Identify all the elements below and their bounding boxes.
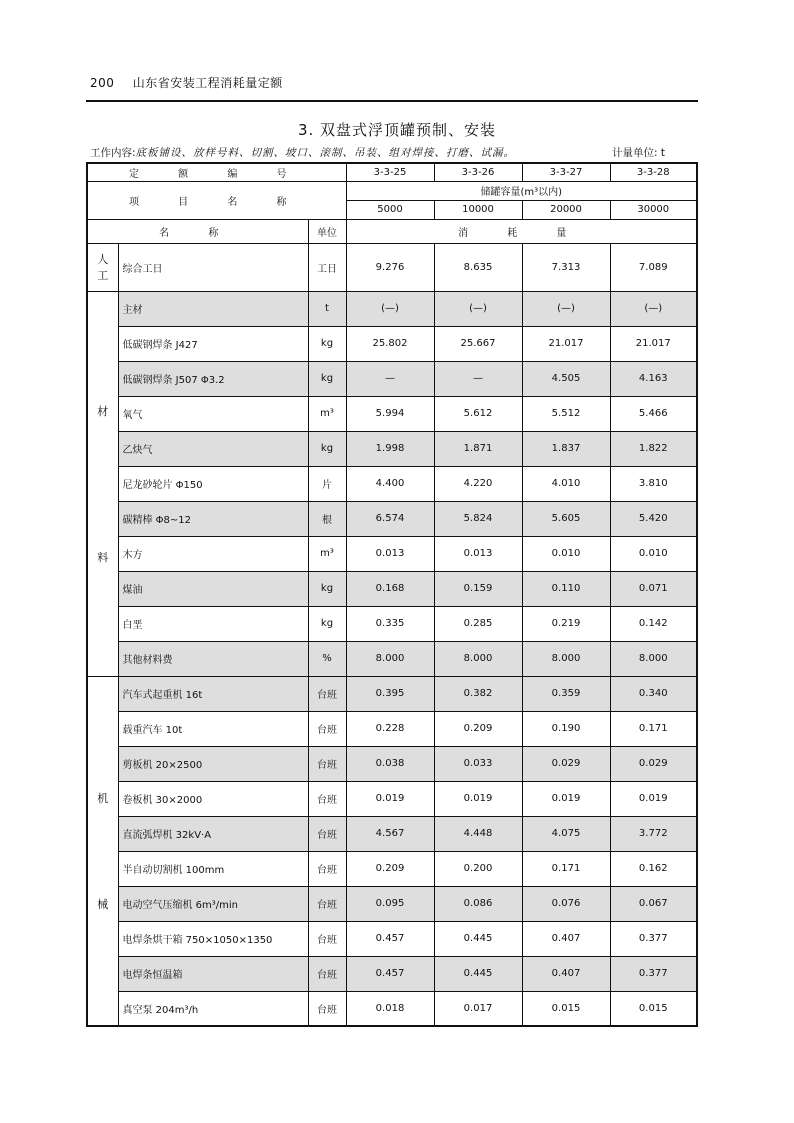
table-row [87, 641, 697, 676]
table-row [87, 431, 697, 466]
item-unit: 台班 [308, 991, 346, 1026]
value-cell: 0.285 [434, 606, 522, 641]
table-row [87, 466, 697, 501]
item-name: 电动空气压缩机 6m³/min [118, 886, 308, 921]
item-unit: 台班 [308, 746, 346, 781]
work-content-text: 底板铺设、放样号料、切割、坡口、滚制、吊装、组对焊接、打磨、试漏。 [135, 147, 516, 159]
item-label-cell [87, 181, 346, 219]
value-cell: 0.457 [346, 921, 434, 956]
value-cell: 4.505 [522, 361, 610, 396]
value-cell: 0.019 [346, 781, 434, 816]
item-unit: 片 [308, 466, 346, 501]
table-row [87, 991, 697, 1026]
item-label: 项 目 名 称 [128, 196, 305, 208]
code-cell: 3-3-27 [522, 163, 610, 181]
book-title: 山东省安装工程消耗量定额 [132, 76, 283, 90]
category-label: 料 [97, 550, 109, 564]
work-content [90, 145, 515, 160]
category-label: 械 [97, 897, 109, 911]
value-cell: 0.200 [434, 851, 522, 886]
item-unit: 台班 [308, 676, 346, 711]
code-cell: 3-3-28 [610, 163, 697, 181]
item-name: 半自动切割机 100mm [118, 851, 308, 886]
category-cell [87, 676, 118, 1026]
value-cell: 5.466 [610, 396, 697, 431]
value-cell: 8.000 [610, 641, 697, 676]
item-unit: 台班 [308, 921, 346, 956]
quota-label-cell [87, 163, 346, 181]
value-cell: 0.209 [434, 711, 522, 746]
table-row [87, 571, 697, 606]
page-header [90, 74, 283, 91]
value-cell: 1.837 [522, 431, 610, 466]
item-name: 汽车式起重机 16t [118, 676, 308, 711]
value-cell: 0.445 [434, 921, 522, 956]
value-cell: 0.228 [346, 711, 434, 746]
category-label: 机 [97, 791, 109, 805]
table-row [87, 921, 697, 956]
value-cell: 0.407 [522, 956, 610, 991]
value-cell: (—) [434, 291, 522, 326]
value-cell: 4.400 [346, 466, 434, 501]
item-unit: kg [308, 326, 346, 361]
value-cell: 0.445 [434, 956, 522, 991]
value-cell: 0.162 [610, 851, 697, 886]
item-name: 电焊条恒温箱 [118, 956, 308, 991]
item-unit: kg [308, 361, 346, 396]
header-rule [86, 100, 698, 102]
value-cell: 0.019 [434, 781, 522, 816]
item-unit: 台班 [308, 956, 346, 991]
item-name: 低碳钢焊条 J427 [118, 326, 308, 361]
item-unit: t [308, 291, 346, 326]
value-cell: 8.000 [346, 641, 434, 676]
unit-label: 计量单位: t [612, 147, 665, 159]
category-label: 人 [97, 253, 109, 266]
value-cell: 0.038 [346, 746, 434, 781]
capacity-cell: 30000 [610, 200, 697, 219]
table-row [87, 326, 697, 361]
value-cell: 0.209 [346, 851, 434, 886]
item-name: 直流弧焊机 32kV·A [118, 816, 308, 851]
value-cell: 0.377 [610, 921, 697, 956]
value-cell: 0.340 [610, 676, 697, 711]
value-cell: (—) [610, 291, 697, 326]
table-row [87, 711, 697, 746]
unit-header: 单位 [308, 219, 346, 243]
value-cell: 0.019 [610, 781, 697, 816]
item-name: 氧气 [118, 396, 308, 431]
item-unit: kg [308, 606, 346, 641]
consumption-header: 消 耗 量 [458, 227, 585, 239]
capacity-cell: 10000 [434, 200, 522, 219]
value-cell: 0.029 [522, 746, 610, 781]
name-header-cell [87, 219, 308, 243]
item-unit: kg [308, 431, 346, 466]
value-cell: 3.772 [610, 816, 697, 851]
value-cell: 5.994 [346, 396, 434, 431]
value-cell: 0.015 [610, 991, 697, 1026]
value-cell: 0.395 [346, 676, 434, 711]
value-cell: 8.635 [434, 243, 522, 291]
quota-label: 定 额 编 号 [128, 168, 305, 180]
page-number: 200 [90, 76, 115, 90]
value-cell: 0.013 [434, 536, 522, 571]
table-row [87, 886, 697, 921]
item-unit: 台班 [308, 816, 346, 851]
item-unit: 台班 [308, 781, 346, 816]
capacity-cell: 5000 [346, 200, 434, 219]
value-cell: 4.567 [346, 816, 434, 851]
value-cell: 0.457 [346, 956, 434, 991]
table-row [87, 746, 697, 781]
value-cell: 4.010 [522, 466, 610, 501]
table-row [87, 676, 697, 711]
value-cell: 1.998 [346, 431, 434, 466]
value-cell: 0.171 [522, 851, 610, 886]
item-name: 乙炔气 [118, 431, 308, 466]
value-cell: 0.015 [522, 991, 610, 1026]
value-cell: 25.667 [434, 326, 522, 361]
code-cell: 3-3-26 [434, 163, 522, 181]
value-cell: 0.029 [610, 746, 697, 781]
item-unit: m³ [308, 536, 346, 571]
value-cell: 21.017 [610, 326, 697, 361]
item-name: 真空泵 204m³/h [118, 991, 308, 1026]
category-cell [87, 291, 118, 676]
code-cell: 3-3-25 [346, 163, 434, 181]
capacity-cell: 20000 [522, 200, 610, 219]
work-content-label: 工作内容: [90, 147, 136, 159]
item-unit: m³ [308, 396, 346, 431]
value-cell: 0.159 [434, 571, 522, 606]
value-cell: 0.171 [610, 711, 697, 746]
table-row [87, 606, 697, 641]
value-cell: 0.095 [346, 886, 434, 921]
value-cell: 0.071 [610, 571, 697, 606]
value-cell: 0.382 [434, 676, 522, 711]
item-name: 电焊条烘干箱 750×1050×1350 [118, 921, 308, 956]
value-cell: 5.612 [434, 396, 522, 431]
value-cell: 0.086 [434, 886, 522, 921]
item-name: 剪板机 20×2500 [118, 746, 308, 781]
value-cell: 7.089 [610, 243, 697, 291]
value-cell: 0.017 [434, 991, 522, 1026]
value-cell: 5.824 [434, 501, 522, 536]
value-cell: 0.219 [522, 606, 610, 641]
value-cell: 0.377 [610, 956, 697, 991]
item-unit: 台班 [308, 851, 346, 886]
item-name: 尼龙砂轮片 Φ150 [118, 466, 308, 501]
value-cell: 0.407 [522, 921, 610, 956]
value-cell: 4.075 [522, 816, 610, 851]
table-row [87, 291, 697, 326]
item-name: 白垩 [118, 606, 308, 641]
value-cell: 0.076 [522, 886, 610, 921]
item-name: 其他材料费 [118, 641, 308, 676]
value-cell: 0.010 [522, 536, 610, 571]
consumption-header-cell [346, 219, 697, 243]
table-row [87, 501, 697, 536]
value-cell: 0.190 [522, 711, 610, 746]
value-cell: 4.220 [434, 466, 522, 501]
value-cell: 0.013 [346, 536, 434, 571]
value-cell: 8.000 [522, 641, 610, 676]
value-cell: 1.822 [610, 431, 697, 466]
item-unit: % [308, 641, 346, 676]
item-name: 低碳钢焊条 J507 Φ3.2 [118, 361, 308, 396]
value-cell: 0.010 [610, 536, 697, 571]
value-cell: 5.512 [522, 396, 610, 431]
table-row [87, 536, 697, 571]
item-name: 主材 [118, 291, 308, 326]
value-cell: 0.110 [522, 571, 610, 606]
value-cell: 1.871 [434, 431, 522, 466]
value-cell: 0.019 [522, 781, 610, 816]
value-cell: — [434, 361, 522, 396]
table-row [87, 361, 697, 396]
value-cell: 9.276 [346, 243, 434, 291]
value-cell: 7.313 [522, 243, 610, 291]
name-header: 名 称 [159, 227, 237, 239]
value-cell: 6.574 [346, 501, 434, 536]
value-cell: 0.067 [610, 886, 697, 921]
value-cell: 4.448 [434, 816, 522, 851]
value-cell: 21.017 [522, 326, 610, 361]
table-row [87, 956, 697, 991]
value-cell: 0.018 [346, 991, 434, 1026]
value-cell: 0.033 [434, 746, 522, 781]
category-label: 材 [97, 404, 109, 418]
value-cell: 3.810 [610, 466, 697, 501]
value-cell: (—) [346, 291, 434, 326]
item-name: 煤油 [118, 571, 308, 606]
item-unit: 工日 [308, 243, 346, 291]
table-row [87, 851, 697, 886]
value-cell: 5.420 [610, 501, 697, 536]
table-row [87, 816, 697, 851]
quota-table [86, 162, 698, 1027]
item-name: 木方 [118, 536, 308, 571]
capacity-label: 储罐容量(m³以内) [346, 181, 697, 200]
category-label: 工 [97, 269, 109, 282]
section-title: 3. 双盘式浮顶罐预制、安装 [297, 121, 497, 139]
item-unit: 台班 [308, 711, 346, 746]
value-cell: 0.168 [346, 571, 434, 606]
table-row [87, 781, 697, 816]
value-cell: 8.000 [434, 641, 522, 676]
item-name: 卷板机 30×2000 [118, 781, 308, 816]
value-cell: 0.335 [346, 606, 434, 641]
item-name: 载重汽车 10t [118, 711, 308, 746]
table-row [87, 396, 697, 431]
value-cell: 25.802 [346, 326, 434, 361]
value-cell: 0.142 [610, 606, 697, 641]
item-unit: 根 [308, 501, 346, 536]
category-cell [87, 243, 118, 291]
table-row [87, 243, 697, 291]
value-cell: 0.359 [522, 676, 610, 711]
value-cell: 5.605 [522, 501, 610, 536]
item-name: 综合工日 [118, 243, 308, 291]
item-name: 碳精棒 Φ8~12 [118, 501, 308, 536]
item-unit: kg [308, 571, 346, 606]
item-unit: 台班 [308, 886, 346, 921]
value-cell: — [346, 361, 434, 396]
value-cell: 4.163 [610, 361, 697, 396]
value-cell: (—) [522, 291, 610, 326]
